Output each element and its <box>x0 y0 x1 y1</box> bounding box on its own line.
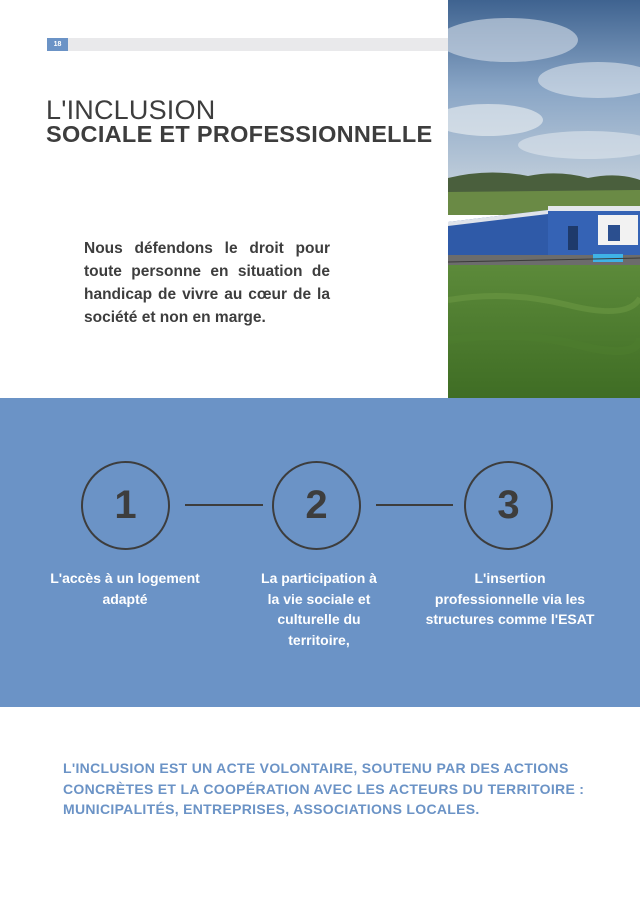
page-number: 18 <box>47 38 68 51</box>
conclusion-text: L'INCLUSION EST UN ACTE VOLONTAIRE, SOUTENU PAR DES ACTIONS CONCRÈTES ET LA COOPÉRATION AVEC LES ACTEURS DU TERRITOIRE : MUNICIPALITÉS, ENTREPRISES, ASSOCIATIONS LOCALES. <box>63 760 585 817</box>
step-2-label: La participation à la vie sociale et culturelle du territoire, <box>261 570 377 648</box>
building-photo <box>448 0 640 398</box>
connector-2-3 <box>376 504 453 506</box>
steps-band <box>0 398 640 707</box>
step-1-circle: 1 <box>81 461 170 550</box>
step-3-circle: 3 <box>464 461 553 550</box>
step-1-label: L'accès à un logement adapté <box>50 570 200 607</box>
intro-text: Nous défendons le droit pour toute personne en situation de handicap de vivre au cœur de la société et non en marge. <box>84 240 330 326</box>
title-line-2: SOCIALE ET PROFESSIONNELLE <box>46 121 433 147</box>
title-line-1: L'INCLUSION <box>46 95 216 125</box>
connector-1-2 <box>185 504 263 506</box>
step-2-circle: 2 <box>272 461 361 550</box>
step-3-label: L'insertion professionnelle via les structures comme l'ESAT <box>425 570 595 627</box>
